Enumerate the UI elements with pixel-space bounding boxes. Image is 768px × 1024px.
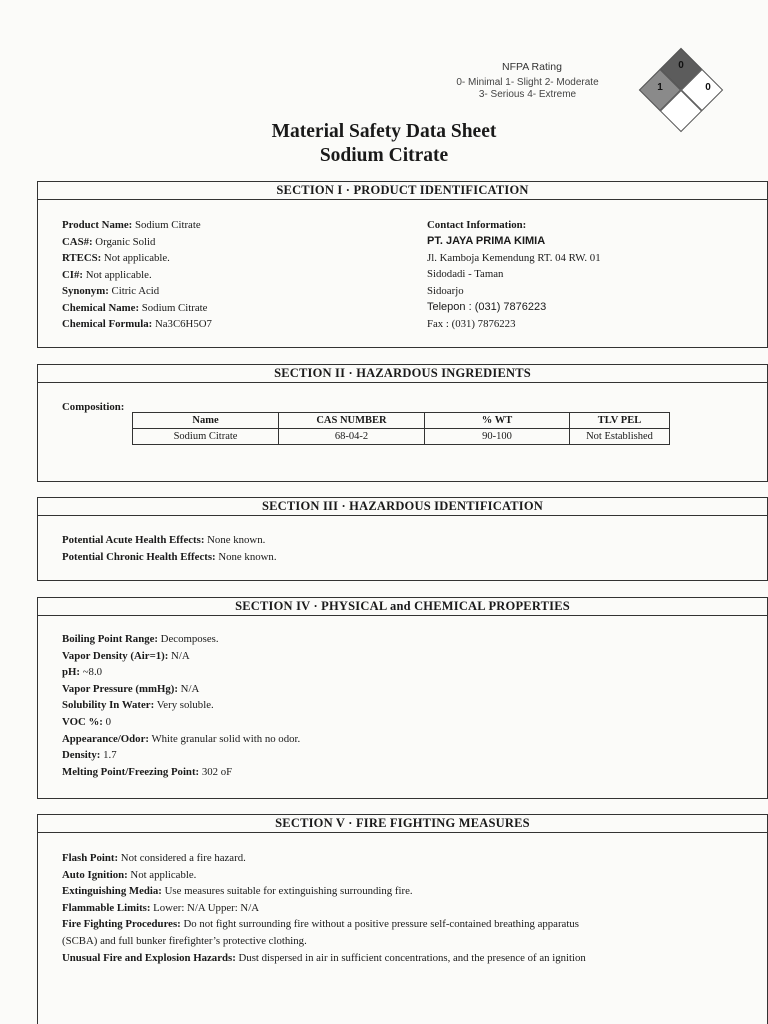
field-label: Vapor Pressure (mmHg): <box>62 682 178 695</box>
field-value: Sodium Citrate <box>139 301 208 314</box>
field-line <box>62 666 102 678</box>
field-value: Not applicable. <box>83 268 152 281</box>
field-line <box>62 633 219 645</box>
nfpa-flammability-value: 0 <box>678 60 684 71</box>
section-physical-chemical-properties <box>37 597 768 799</box>
field-label: RTECS: <box>62 252 102 264</box>
field-label: Synonym: <box>62 285 109 297</box>
field-value: Citric Acid <box>108 285 160 297</box>
table-cell: 68-04-2 <box>279 429 425 445</box>
field-value: None known. <box>215 550 277 563</box>
section-heading: SECTION IV · PHYSICAL and CHEMICAL PROPERTIES <box>38 598 767 616</box>
field-line <box>62 683 199 695</box>
field-label: Density: <box>62 749 101 762</box>
field-value: Not applicable. <box>127 868 197 881</box>
field-line <box>62 650 190 662</box>
field-line <box>62 285 159 297</box>
field-line <box>62 885 413 897</box>
column-header: CAS NUMBER <box>279 413 425 429</box>
field-label: Extinguishing Media: <box>62 885 162 898</box>
section-hazardous-identification <box>37 497 768 581</box>
column-header: TLV PEL <box>570 413 670 429</box>
field-line <box>62 269 152 281</box>
company-name: PT. JAYA PRIMA KIMIA <box>427 235 546 247</box>
column-header: Name <box>133 413 279 429</box>
field-value: Very soluble. <box>154 699 214 712</box>
address-line1: Jl. Kamboja Kemendung RT. 04 RW. 01 <box>427 252 601 264</box>
section-fire-fighting-measures <box>37 814 768 1024</box>
field-label: Auto Ignition: <box>62 868 128 881</box>
field-label: CI#: <box>62 268 83 281</box>
table-cell: 90-100 <box>425 429 570 445</box>
field-value: White granular solid with no odor. <box>148 732 301 745</box>
table-row <box>133 429 670 445</box>
address-line3: Sidoarjo <box>427 285 464 297</box>
section-heading: SECTION II · HAZARDOUS INGREDIENTS <box>38 365 767 383</box>
field-line <box>62 733 300 745</box>
field-label: Solubility In Water: <box>62 699 155 712</box>
field-label: VOC %: <box>62 716 103 728</box>
composition-table <box>132 412 670 445</box>
nfpa-reactivity-value: 0 <box>705 82 711 93</box>
nfpa-legend-line1: 0- Minimal 1- Slight 2- Moderate <box>456 77 599 88</box>
composition-label: Composition: <box>62 401 125 413</box>
field-line <box>62 219 201 231</box>
field-label: Fire Fighting Procedures: <box>62 918 181 931</box>
field-label: CAS#: <box>62 235 93 248</box>
address-line2: Sidodadi - Taman <box>427 268 504 280</box>
nfpa-legend-line2: 3- Serious 4- Extreme <box>478 89 577 100</box>
field-line <box>62 716 111 728</box>
field-line <box>62 918 579 930</box>
field-label: Potential Chronic Health Effects: <box>62 550 216 563</box>
field-label: Chemical Formula: <box>62 318 153 330</box>
field-value: Sodium Citrate <box>132 219 201 231</box>
field-line <box>62 236 155 248</box>
field-label: Flammable Limits: <box>62 901 151 914</box>
field-value: Lower: N/A Upper: N/A <box>150 901 260 914</box>
field-label: Melting Point/Freezing Point: <box>62 765 200 778</box>
field-line <box>62 252 170 264</box>
field-label: Appearance/Odor: <box>62 732 149 745</box>
section-heading: SECTION V · FIRE FIGHTING MEASURES <box>38 815 767 833</box>
field-line <box>62 869 196 881</box>
field-value: N/A <box>177 682 200 695</box>
field-line <box>62 534 265 546</box>
field-value: ~8.0 <box>80 666 103 679</box>
field-label: Flash Point: <box>62 852 119 864</box>
section-heading: SECTION I · PRODUCT IDENTIFICATION <box>38 182 767 200</box>
field-label: Product Name: <box>62 219 133 231</box>
field-value: Not applicable. <box>101 252 170 264</box>
nfpa-legend <box>440 77 615 101</box>
field-value: Dust dispersed in air in sufficient concentrations, and the presence of an ignition <box>235 951 586 964</box>
column-header: % WT <box>425 413 570 429</box>
field-value: Decomposes. <box>157 633 219 645</box>
document-title: Material Safety Data Sheet <box>271 121 497 142</box>
field-value: Not considered a fire hazard. <box>118 852 246 864</box>
field-line <box>62 302 207 314</box>
field-line <box>62 551 277 563</box>
table-cell: Sodium Citrate <box>133 429 279 445</box>
field-line <box>62 952 586 964</box>
field-value: Organic Solid <box>92 235 156 248</box>
nfpa-rating-title: NFPA Rating <box>502 61 562 73</box>
nfpa-health-value: 1 <box>657 82 663 93</box>
phone-number: Telepon : (031) 7876223 <box>427 301 547 313</box>
field-value: Use measures suitable for extinguishing surrounding fire. <box>161 885 413 898</box>
field-value: Do not fight surrounding fire without a positive pressure self-contained breathing apparatus <box>180 918 579 931</box>
field-value: Na3C6H5O7 <box>152 318 212 330</box>
contact-label: Contact Information: <box>427 219 527 231</box>
field-value: 0 <box>102 716 111 728</box>
field-line <box>62 935 307 947</box>
section-heading: SECTION III · HAZARDOUS IDENTIFICATION <box>38 498 767 516</box>
field-label: Potential Acute Health Effects: <box>62 534 205 546</box>
field-value: 302 oF <box>199 765 233 778</box>
field-line <box>62 852 246 864</box>
field-line <box>62 318 212 330</box>
table-header-row <box>133 413 670 429</box>
field-value: None known. <box>204 534 266 546</box>
field-line <box>62 902 259 914</box>
field-line <box>62 749 117 761</box>
field-label: Unusual Fire and Explosion Hazards: <box>62 951 236 964</box>
field-value: 1.7 <box>100 749 117 762</box>
field-line <box>62 699 214 711</box>
field-label: Chemical Name: <box>62 301 140 314</box>
section-product-identification <box>37 181 768 348</box>
fax-number: Fax : (031) 7876223 <box>427 318 516 330</box>
field-label: Vapor Density (Air=1): <box>62 649 169 662</box>
nfpa-diamond <box>632 48 732 128</box>
field-value: (SCBA) and full bunker firefighter’s protective clothing. <box>62 935 307 947</box>
field-line <box>62 766 232 778</box>
field-value: N/A <box>168 649 190 662</box>
field-label: pH: <box>62 666 80 679</box>
table-cell: Not Established <box>570 429 670 445</box>
field-label: Boiling Point Range: <box>62 633 158 645</box>
document-subtitle: Sodium Citrate <box>319 145 449 166</box>
section-hazardous-ingredients <box>37 364 768 482</box>
